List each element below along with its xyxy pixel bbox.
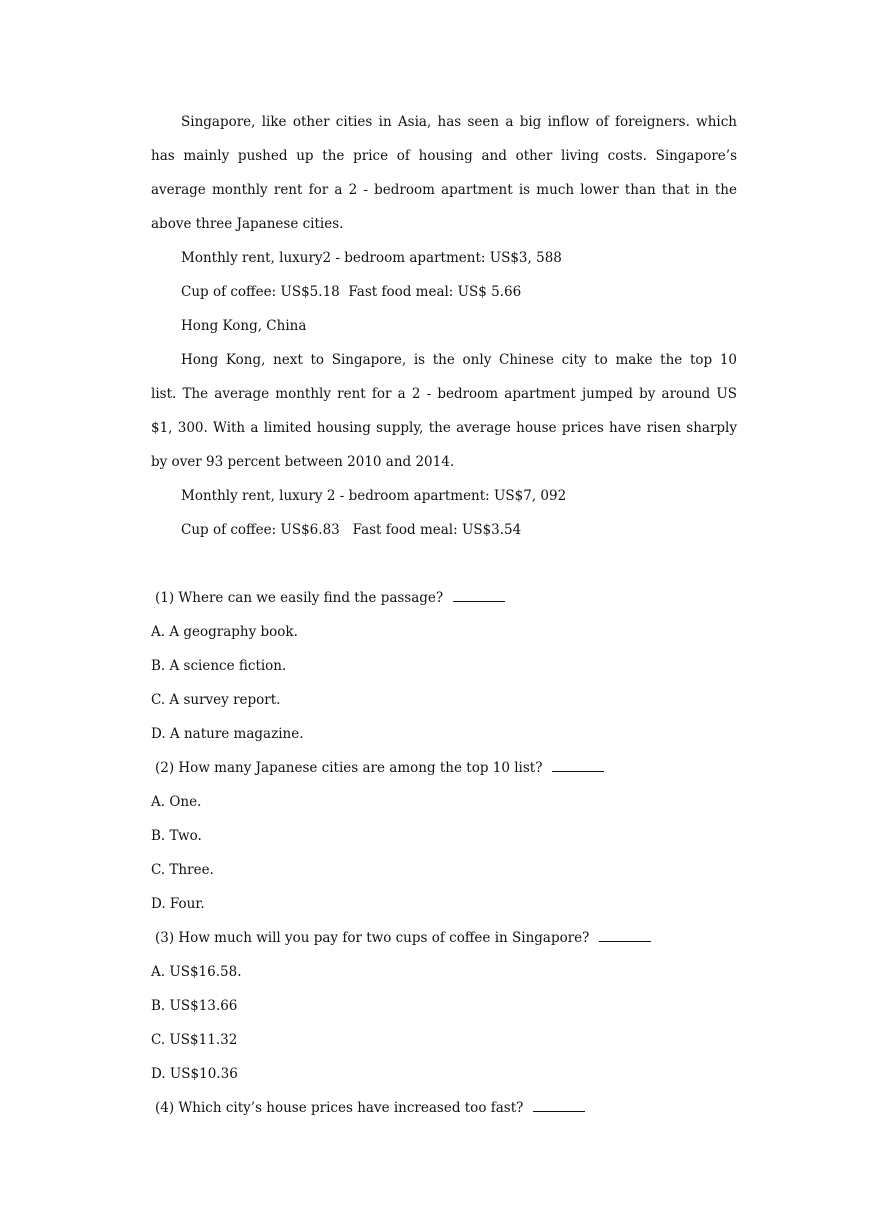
- answer-option: D. Four.: [151, 896, 205, 912]
- question-1: [151, 581, 737, 751]
- passage-line: average monthly rent for a 2 - bedroom apartment is much lower than that in the: [151, 182, 737, 198]
- question-4: [151, 1091, 737, 1125]
- question-text: (4) Which city’s house prices have increased too fast?: [155, 1100, 524, 1116]
- answer-option: D. US$10.36: [151, 1066, 238, 1082]
- answer-blank[interactable]: [453, 587, 505, 602]
- price-line: Monthly rent, luxury2 - bedroom apartment: US$3, 588: [181, 250, 562, 266]
- price-line: Cup of coffee: US$6.83 Fast food meal: US$3.54: [181, 522, 522, 538]
- answer-option: A. A geography book.: [151, 624, 298, 640]
- answer-option: A. One.: [151, 794, 202, 810]
- answer-option: B. US$13.66: [151, 998, 238, 1014]
- passage-line: Singapore, like other cities in Asia, has seen a big inflow of foreigners. which: [181, 114, 737, 130]
- document-content: [151, 105, 737, 1125]
- question-prompt: [151, 1091, 737, 1125]
- price-line: Monthly rent, luxury 2 - bedroom apartment: US$7, 092: [181, 488, 567, 504]
- question-prompt: [151, 751, 737, 785]
- question-text: (1) Where can we easily find the passage?: [155, 590, 444, 606]
- passage-line: Hong Kong, next to Singapore, is the only Chinese city to make the top 10: [181, 352, 737, 368]
- city-heading: Hong Kong, China: [181, 318, 307, 334]
- answer-blank[interactable]: [599, 927, 651, 942]
- answer-option: C. US$11.32: [151, 1032, 238, 1048]
- passage-line: by over 93 percent between 2010 and 2014.: [151, 454, 455, 470]
- passage: [151, 105, 737, 547]
- answer-blank[interactable]: [533, 1097, 585, 1112]
- answer-option: D. A nature magazine.: [151, 726, 304, 742]
- question-text: (3) How much will you pay for two cups of coffee in Singapore?: [155, 930, 590, 946]
- answer-option: B. Two.: [151, 828, 202, 844]
- answer-option: C. Three.: [151, 862, 214, 878]
- question-prompt: [151, 581, 737, 615]
- price-line: Cup of coffee: US$5.18 Fast food meal: US$ 5.66: [181, 284, 522, 300]
- passage-line: $1, 300. With a limited housing supply, the average house prices have risen sharply: [151, 420, 737, 436]
- passage-line: has mainly pushed up the price of housing and other living costs. Singapore’s: [151, 148, 737, 164]
- answer-blank[interactable]: [552, 757, 604, 772]
- passage-line: above three Japanese cities.: [151, 216, 344, 232]
- question-prompt: [151, 921, 737, 955]
- answer-option: A. US$16.58.: [151, 964, 242, 980]
- answer-option: C. A survey report.: [151, 692, 281, 708]
- answer-option: B. A science fiction.: [151, 658, 287, 674]
- question-3: [151, 921, 737, 1091]
- spacer: [151, 547, 737, 581]
- question-2: [151, 751, 737, 921]
- passage-line: list. The average monthly rent for a 2 - bedroom apartment jumped by around US: [151, 386, 737, 402]
- question-text: (2) How many Japanese cities are among the top 10 list?: [155, 760, 543, 776]
